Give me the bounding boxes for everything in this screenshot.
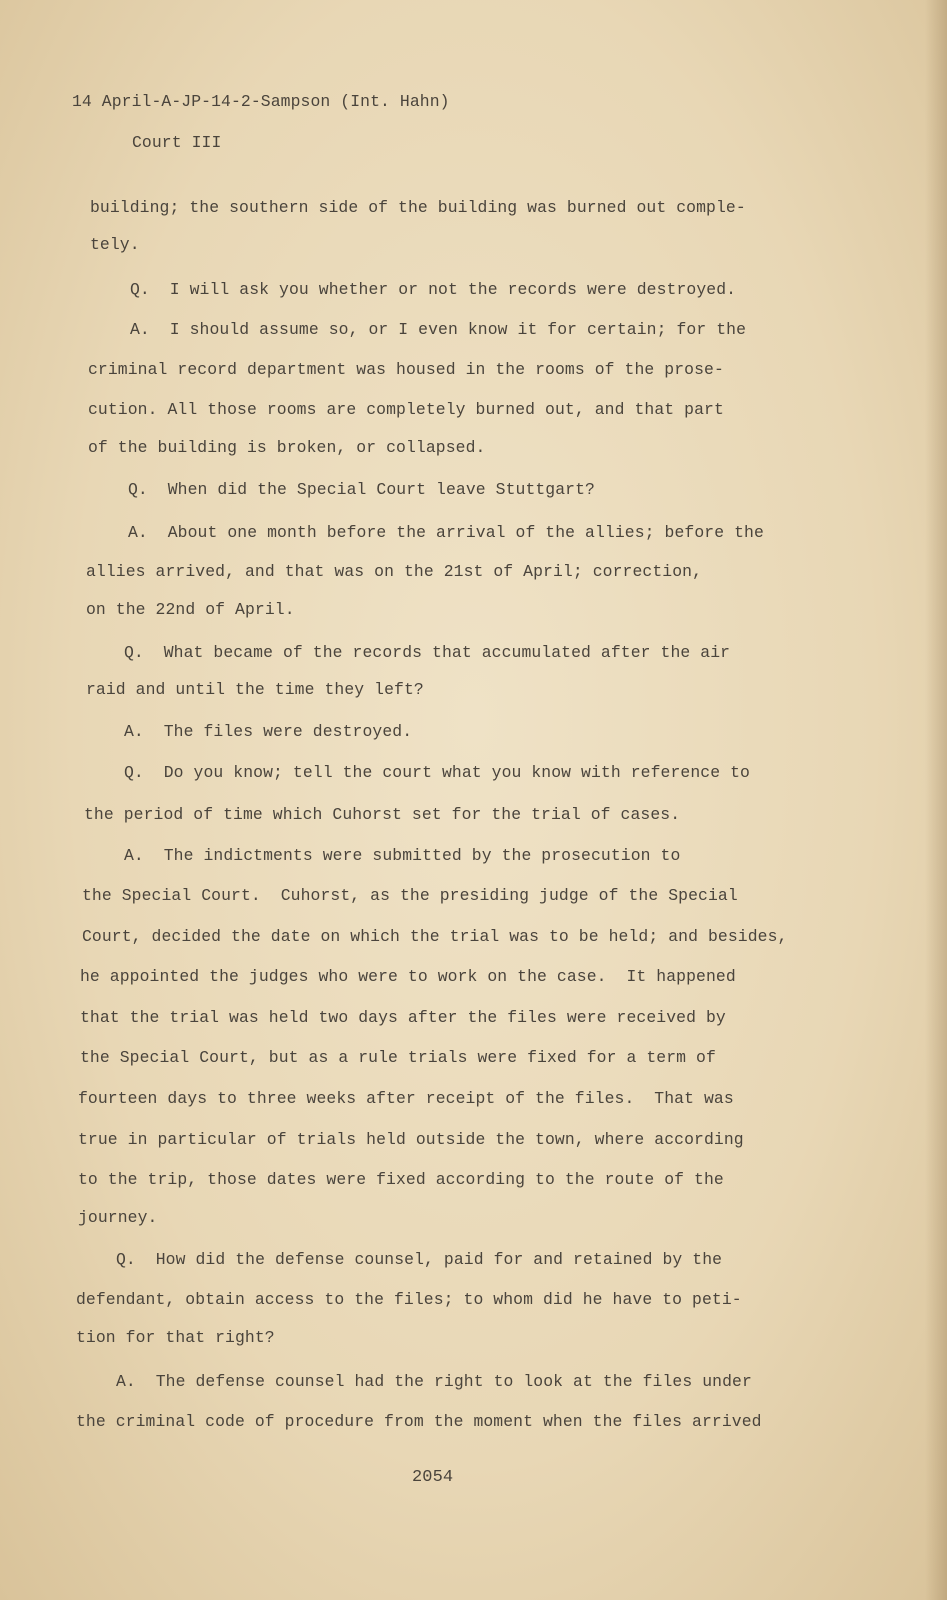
text-line: criminal record department was housed in the rooms of the prose- — [88, 360, 724, 379]
text-line: the criminal code of procedure from the moment when the files arrived — [76, 1412, 762, 1431]
question-line: Q. I will ask you whether or not the records were destroyed. — [130, 280, 737, 299]
question-line: Q. Do you know; tell the court what you know with reference to — [124, 763, 750, 782]
text-line: the period of time which Cuhorst set for the trial of cases. — [84, 805, 681, 824]
answer-line: A. I should assume so, or I even know it for certain; for the — [130, 320, 747, 339]
answer-line: A. The indictments were submitted by the prosecution to — [124, 846, 681, 865]
text-line: tely. — [90, 235, 140, 254]
header-reference: 14 April-A-JP-14-2-Sampson (Int. Hahn) — [72, 92, 450, 111]
text-line: Court, decided the date on which the trial was to be held; and besides, — [82, 927, 788, 946]
question-line: Q. How did the defense counsel, paid for and retained by the — [116, 1250, 723, 1269]
text-line: the Special Court, but as a rule trials were fixed for a term of — [80, 1048, 716, 1067]
text-line: on the 22nd of April. — [86, 600, 295, 619]
text-line: he appointed the judges who were to work on the case. It happened — [80, 967, 736, 986]
text-line: true in particular of trials held outside the town, where according — [78, 1130, 744, 1149]
text-line: of the building is broken, or collapsed. — [88, 438, 486, 457]
text-line: fourteen days to three weeks after receipt of the files. That was — [78, 1089, 734, 1108]
answer-line: A. The files were destroyed. — [124, 722, 413, 741]
page-number: 2054 — [412, 1468, 454, 1487]
text-line: to the trip, those dates were fixed according to the route of the — [78, 1170, 724, 1189]
answer-line: A. About one month before the arrival of the allies; before the — [128, 523, 764, 542]
header-court: Court III — [132, 133, 222, 152]
text-line: defendant, obtain access to the files; to whom did he have to peti- — [76, 1290, 742, 1309]
text-line: journey. — [78, 1208, 158, 1227]
text-line: raid and until the time they left? — [86, 680, 424, 699]
answer-line: A. The defense counsel had the right to look at the files under — [116, 1372, 752, 1391]
text-line: that the trial was held two days after the files were received by — [80, 1008, 726, 1027]
question-line: Q. What became of the records that accumulated after the air — [124, 643, 731, 662]
text-line: cution. All those rooms are completely burned out, and that part — [88, 400, 724, 419]
question-line: Q. When did the Special Court leave Stuttgart? — [128, 480, 595, 499]
text-line: building; the southern side of the building was burned out comple- — [90, 198, 746, 217]
text-line: allies arrived, and that was on the 21st of April; correction, — [86, 562, 703, 581]
text-line: tion for that right? — [76, 1328, 275, 1347]
text-line: the Special Court. Cuhorst, as the presiding judge of the Special — [82, 886, 738, 905]
